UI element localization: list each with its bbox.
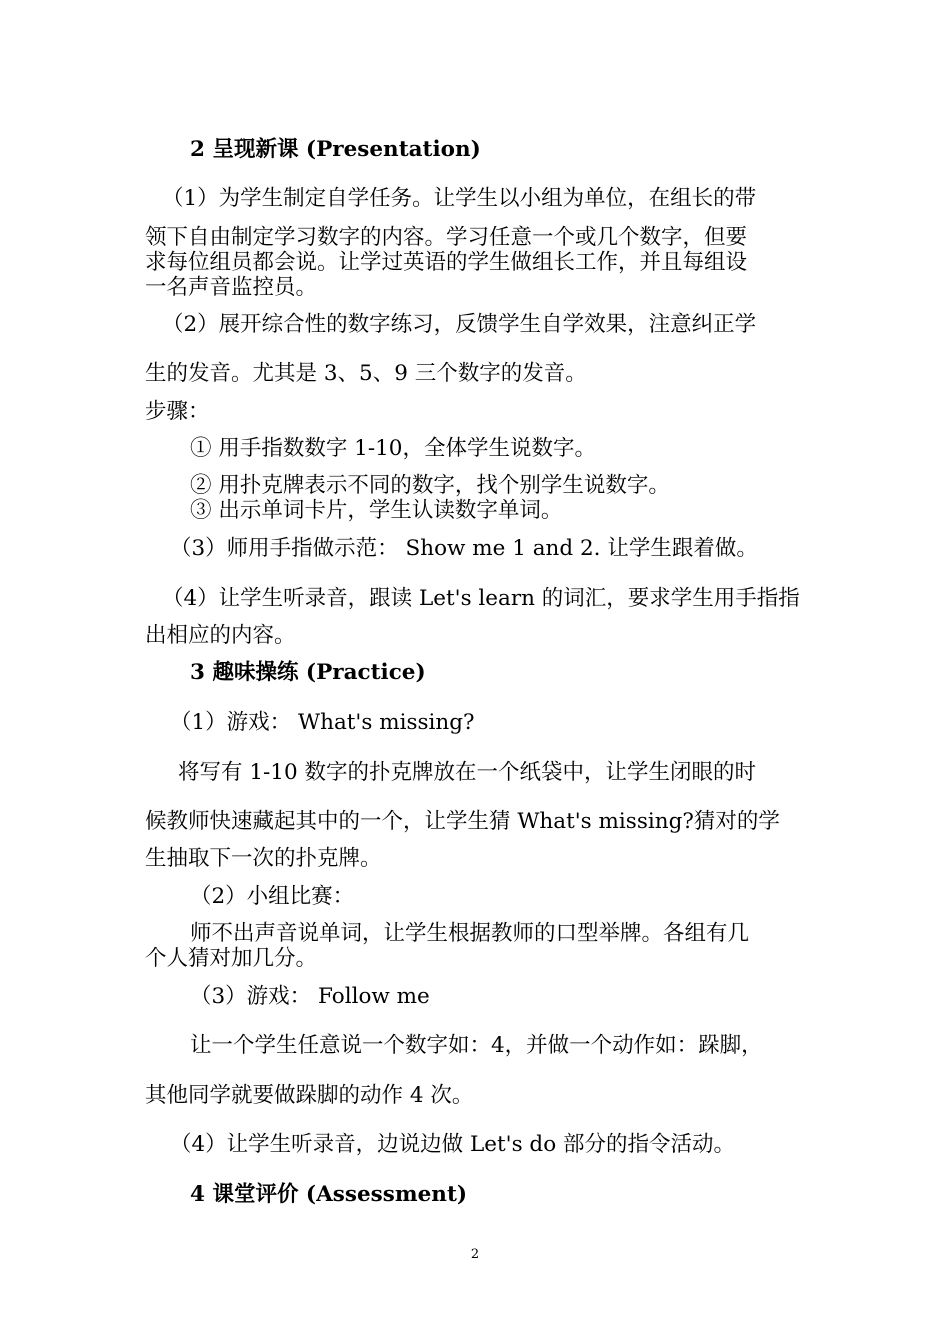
presentation-p1-line1: （1）为学生制定自学任务。让学生以小组为单位，在组长的带 [162,186,757,211]
heading-assessment: 4 课堂评价 (Assessment) [190,1182,468,1207]
game1-title: （1）游戏： What's missing? [170,710,475,735]
presentation-p1-line4: 一名声音监控员。 [145,275,318,300]
step-1: ① 用手指数数字 1-10，全体学生说数字。 [190,436,596,461]
presentation-p4-line1: （4）让学生听录音，跟读 Let's learn 的词汇，要求学生用手指指 [162,586,800,611]
steps-label: 步骤： [145,399,210,424]
game4: （4）让学生听录音，边说边做 Let's do 部分的指令活动。 [170,1132,735,1157]
presentation-p1-line3: 求每位组员都会说。让学过英语的学生做组长工作，并且每组设 [145,250,748,275]
game3-title: （3）游戏： Follow me [190,984,430,1009]
presentation-p3: （3）师用手指做示范： Show me 1 and 2. 让学生跟着做。 [170,536,758,561]
page-number: 2 [470,1247,480,1262]
game3-text-line2: 其他同学就要做跺脚的动作 4 次。 [145,1083,474,1108]
game3-text-line1: 让一个学生任意说一个数字如：4，并做一个动作如：跺脚， [190,1033,763,1058]
game1-text-line1: 将写有 1-10 数字的扑克牌放在一个纸袋中，让学生闭眼的时 [178,760,756,785]
game1-text-line3: 生抽取下一次的扑克牌。 [145,846,382,871]
heading-practice: 3 趣味操练 (Practice) [190,660,426,685]
step-2: ② 用扑克牌表示不同的数字，找个别学生说数字。 [190,473,670,498]
presentation-p2-line2: 生的发音。尤其是 3、5、9 三个数字的发音。 [145,361,587,386]
game1-text-line2: 候教师快速藏起其中的一个，让学生猜 What's missing?猜对的学 [145,809,780,834]
presentation-p4-line2: 出相应的内容。 [145,623,296,648]
game2-text-line1: 师不出声音说单词，让学生根据教师的口型举牌。各组有几 [190,921,750,946]
game2-text-line2: 个人猜对加几分。 [145,946,318,971]
step-3: ③ 出示单词卡片，学生认读数字单词。 [190,498,563,523]
presentation-p1-line2: 领下自由制定学习数字的内容。学习任意一个或几个数字，但要 [145,225,748,250]
game2-title: （2）小组比赛： [190,884,355,909]
presentation-p2-line1: （2）展开综合性的数字练习，反馈学生自学效果，注意纠正学 [162,312,757,337]
heading-presentation: 2 呈现新课 (Presentation) [190,137,481,162]
